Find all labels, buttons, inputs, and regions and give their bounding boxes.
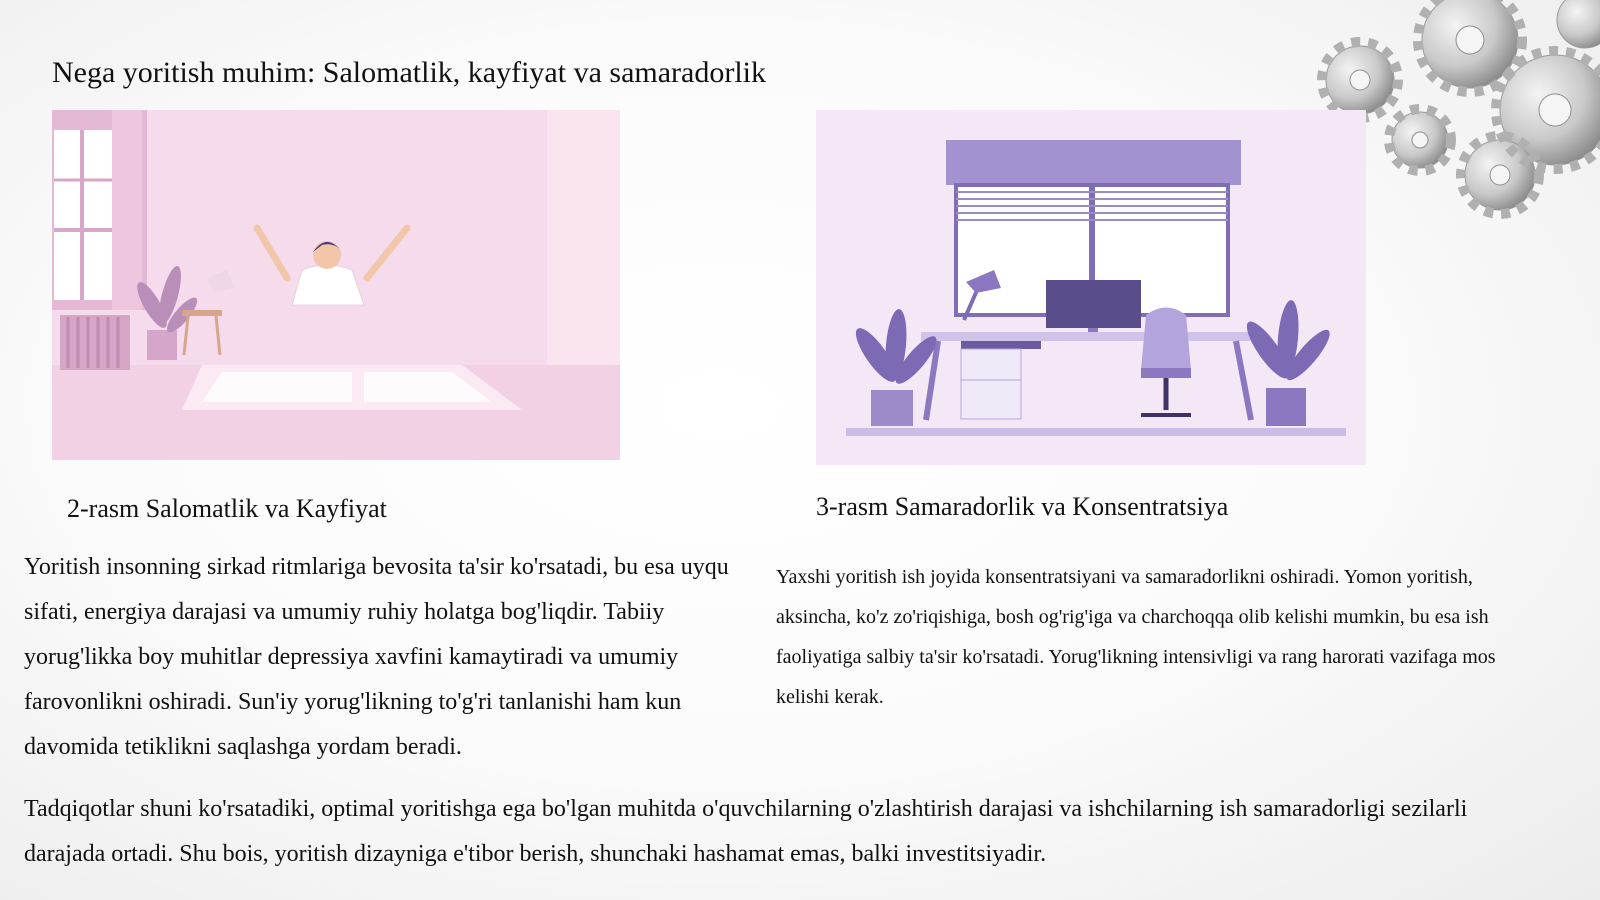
slide-title: Nega yoritish muhim: Salomatlik, kayfiyat va samaradorlik xyxy=(52,56,767,89)
productivity-illustration xyxy=(816,110,1366,465)
paragraph-research: Tadqiqotlar shuni ko'rsatadiki, optimal yoritishga ega bo'lgan muhitda o'quvchilarning o'zlashtirish darajasi va ishchilarning ish samaradorligi sezilarli darajada ortadi. Shu bois, yoritish dizayniga e'tibor berish, shunchaki hashamat emas, balki investitsiyadir. xyxy=(24,796,1468,867)
paragraph-health: Yoritish insonning sirkad ritmlariga bevosita ta'sir ko'rsatadi, bu esa uyqu sifati, energiya darajasi va umumiy ruhiy holatga bog'liqdir. Tabiiy yorug'likka boy muhitlar depressiya xavfini kamaytiradi va umumiy farovonlikni oshiradi. Sun'iy yorug'likning to'g'ri tanlanishi ham kun davomida tetiklikni saqlashga yordam beradi. xyxy=(24,554,729,760)
figure-caption-productivity: 3-rasm Samaradorlik va Konsentratsiya xyxy=(816,492,1229,521)
health-mood-illustration xyxy=(52,110,620,460)
figure-caption-health: 2-rasm Salomatlik va Kayfiyat xyxy=(67,494,387,523)
paragraph-productivity: Yaxshi yoritish ish joyida konsentratsiyani va samaradorlikni oshiradi. Yomon yoritish, aksincha, ko'z zo'riqishiga, bosh og'rig'iga va charchoqqa olib kelishi mumkin, bu esa ish faoliyatiga salbiy ta'sir ko'rsatadi. Yorug'likning intensivligi va rang harorati vazifaga mos kelishi kerak. xyxy=(776,566,1496,708)
